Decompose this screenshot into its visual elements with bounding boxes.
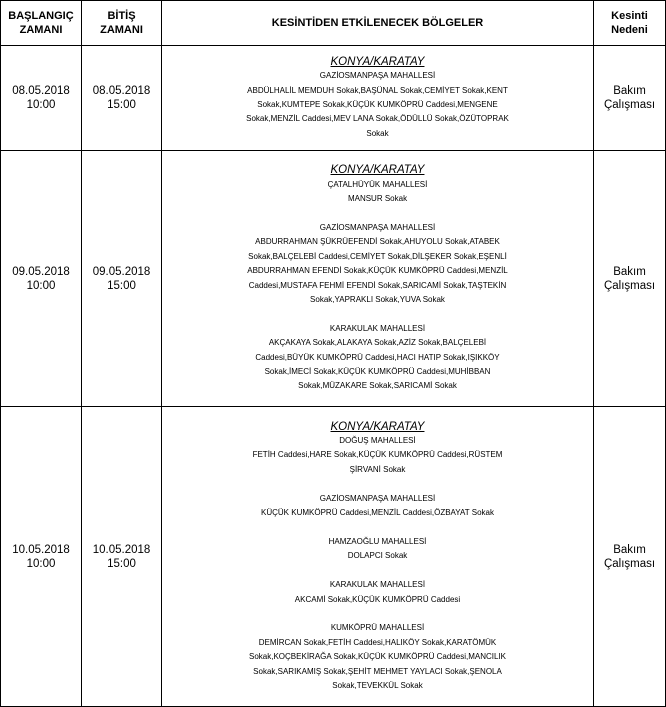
end-time-cell (82, 407, 162, 707)
start-time-cell-text: 10:00 (26, 279, 56, 292)
header-reason (594, 1, 666, 46)
regions-cell (162, 407, 594, 707)
street-list-line: Sokak,TEVEKKÜL Sokak (332, 680, 423, 690)
reason-text: Çalışması (603, 279, 656, 292)
start-time-cell-text: 10:00 (26, 99, 56, 111)
start-time-cell (1, 151, 82, 407)
street-list-line: Sokak,KOÇBEKİRAĞA Sokak,KÜÇÜK KUMKÖPRÜ Caddesi,MANCILIK (249, 652, 506, 662)
street-list-line: DEMİRCAN Sokak,FETİH Caddesi,HALIKÖY Sokak,KARATÖMÜK (258, 637, 497, 647)
street-list-line: ŞİRVANİ Sokak (349, 464, 406, 474)
neighborhood-group (162, 621, 593, 693)
neighborhood-group (162, 492, 593, 521)
street-list-line: Sokak,BALÇELEBİ Caddesi,CEMİYET Sokak,DİLŞEKER Sokak,EŞENLİ (248, 251, 507, 261)
neighborhood-group (162, 434, 593, 477)
header-row (1, 1, 666, 46)
end-time-cell-text: 15:00 (107, 279, 136, 292)
street-list-line: MANSUR Sokak (347, 194, 408, 204)
header-text: Nedeni (611, 24, 648, 36)
table-row (1, 46, 666, 151)
end-time-cell-text: 15:00 (107, 99, 136, 111)
neighborhood-name: KARAKULAK MAHALLESİ (329, 323, 426, 333)
street-list-line: Sokak,İMECİ Sokak,KÜÇÜK KUMKÖPRÜ Caddesi,MUHİBBAN (264, 366, 491, 376)
street-list-line: Caddesi,BÜYÜK KUMKÖPRÜ Caddesi,HACI HATIP Sokak,IŞIKKÖY (255, 352, 500, 362)
reason-text: Çalışması (603, 557, 656, 570)
neighborhood-group (162, 535, 593, 564)
neighborhood-group (162, 178, 593, 207)
header-text: BAŞLANGIÇ (8, 10, 74, 22)
street-list-line: ABDÜLHALİL MEMDUH Sokak,BAŞÜNAL Sokak,CEMİYET Sokak,KENT (247, 85, 508, 95)
reason-text: Bakım (613, 265, 646, 278)
header-regions (162, 1, 594, 46)
neighborhood-name: HAMZAOĞLU MAHALLESİ (328, 536, 427, 546)
neighborhood-name: GAZİOSMANPAŞA MAHALLESİ (319, 222, 436, 232)
header-text: ZAMANI (19, 24, 63, 36)
end-time-cell (82, 151, 162, 407)
street-list-line: Sokak,KUMTEPE Sokak,KÜÇÜK KUMKÖPRÜ Caddesi,MENGENE (257, 100, 498, 109)
street-list-line: AKCAMİ Sokak,KÜÇÜK KUMKÖPRÜ Caddesi (294, 594, 461, 604)
neighborhood-group (162, 322, 593, 394)
start-time-cell-text: 09.05.2018 (12, 265, 70, 278)
start-time-cell-text: 10.05.2018 (12, 543, 70, 556)
neighborhood-name: GAZİOSMANPAŞA MAHALLESİ (319, 493, 436, 503)
reason-text: Bakım (613, 543, 646, 556)
end-time-cell-text: 10.05.2018 (92, 543, 151, 556)
start-time-cell (1, 407, 82, 707)
city-label: KONYA/KARATAY (330, 164, 425, 177)
reason-text: Bakım (613, 85, 646, 97)
street-list-line: Sokak (366, 128, 389, 138)
street-list-line: Sokak,SARIKAMIŞ Sokak,ŞEHİT MEHMET YAYLACI Sokak,ŞENOLA (253, 666, 502, 676)
table-row (1, 407, 666, 707)
end-time-cell-text: 08.05.2018 (92, 85, 151, 97)
neighborhood-group (162, 221, 593, 307)
reason-cell (594, 407, 666, 707)
street-list-line: AKÇAKAYA Sokak,ALAKAYA Sokak,AZİZ Sokak,BALÇELEBİ (268, 338, 487, 348)
start-time-cell (1, 46, 82, 151)
header-text: KESİNTİDEN ETKİLENECEK BÖLGELER (271, 17, 484, 29)
regions-cell (162, 151, 594, 407)
header-text: Kesinti (611, 10, 648, 22)
table-row (1, 151, 666, 407)
city-label: KONYA/KARATAY (330, 420, 425, 433)
end-time-cell (82, 46, 162, 151)
start-time-cell-text: 08.05.2018 (12, 85, 70, 97)
street-list-line: ABDURRAHMAN ŞÜKRÜEFENDİ Sokak,AHUYOLU Sokak,ATABEK (255, 237, 500, 247)
header-start-time (1, 1, 82, 46)
neighborhood-group (162, 69, 593, 141)
neighborhood-name: KARAKULAK MAHALLESİ (329, 580, 426, 590)
street-list-line: Sokak,YAPRAKLI Sokak,YUVA Sokak (310, 294, 445, 304)
end-time-cell-text: 15:00 (107, 557, 136, 570)
street-list-line: FETİH Caddesi,HARE Sokak,KÜÇÜK KUMKÖPRÜ Caddesi,RÜSTEM (252, 450, 503, 460)
street-list-line: ABDURRAHMAN EFENDİ Sokak,KÜÇÜK KUMKÖPRÜ Caddesi,MENZİL (247, 266, 508, 276)
neighborhood-name: ÇATALHÜYÜK MAHALLESİ (327, 179, 428, 189)
table-body (1, 46, 666, 707)
end-time-cell-text: 09.05.2018 (92, 265, 151, 278)
street-list-line: DOLAPCI Sokak (347, 551, 408, 561)
reason-cell (594, 46, 666, 151)
header-text: ZAMANI (100, 24, 143, 36)
street-list-line: Caddesi,MUSTAFA FEHMİ EFENDİ Sokak,SARICAMİ Sokak,TAŞTEKİN (248, 280, 507, 290)
city-label: KONYA/KARATAY (330, 55, 425, 68)
neighborhood-name: GAZİOSMANPAŞA MAHALLESİ (319, 71, 436, 81)
street-list-line: KÜÇÜK KUMKÖPRÜ Caddesi,MENZİL Caddesi,ÖZBAYAT Sokak (261, 508, 494, 518)
street-list-line: Sokak,MENZİL Caddesi,MEV LANA Sokak,ÖDÜLLÜ Sokak,ÖZÜTOPRAK (246, 114, 509, 124)
header-text: BİTİŞ (107, 10, 136, 22)
neighborhood-name: KUMKÖPRÜ MAHALLESİ (330, 623, 425, 633)
reason-text: Çalışması (603, 99, 656, 111)
neighborhood-name: DOĞUŞ MAHALLESİ (339, 436, 416, 446)
street-list-line: Sokak,MÜZAKARE Sokak,SARICAMİ Sokak (298, 381, 457, 391)
regions-cell (162, 46, 594, 151)
header-end-time (82, 1, 162, 46)
start-time-cell-text: 10:00 (26, 557, 56, 570)
neighborhood-group (162, 578, 593, 607)
reason-cell (594, 151, 666, 407)
